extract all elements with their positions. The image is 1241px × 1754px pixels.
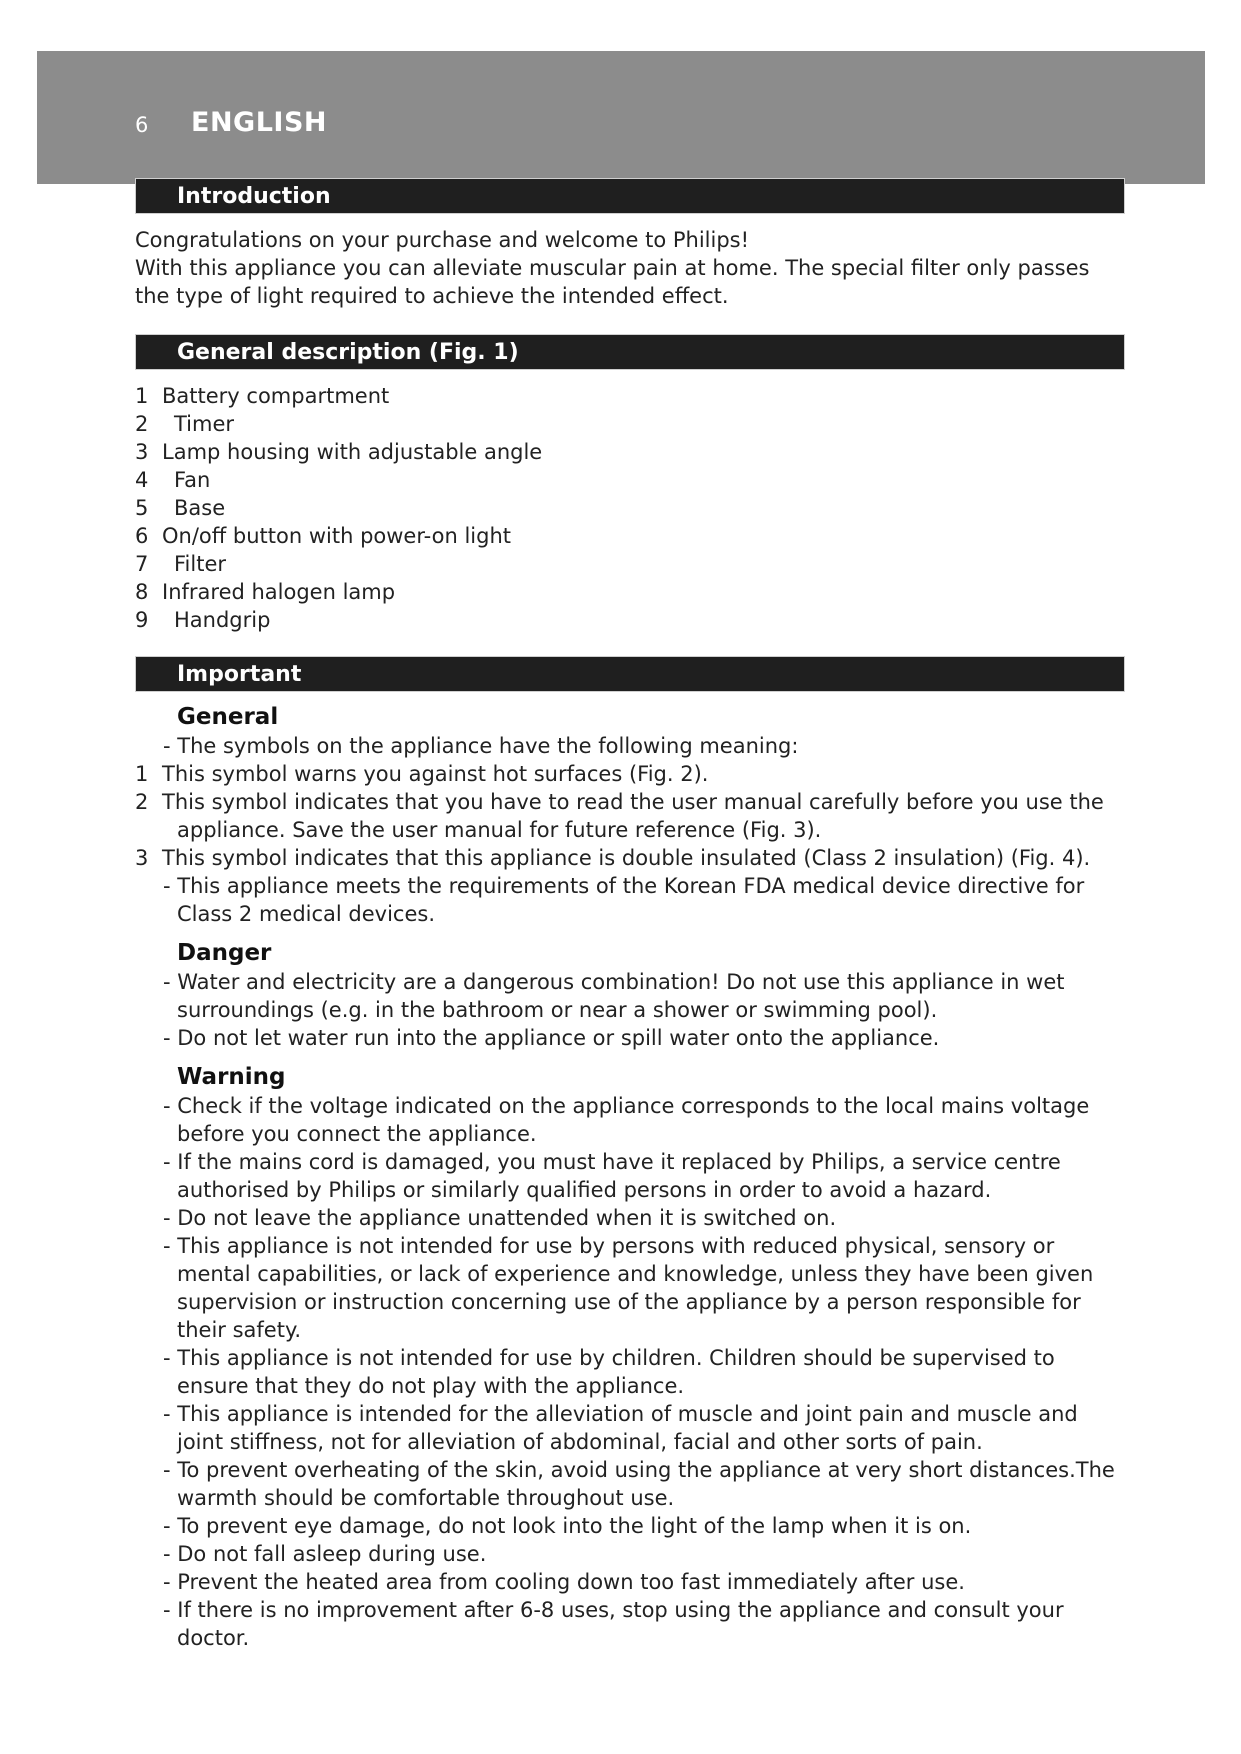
- list-item: 1 Battery compartment: [135, 384, 390, 408]
- subheading-danger: Danger: [177, 940, 272, 966]
- list-item: 2 Timer: [135, 412, 235, 436]
- bullet-item: - This appliance is not intended for use by persons with reduced physical, sensory or mental capabilities, or lack of experience and knowledge, unless they have been given supervision or instruction concerning use of the appliance by a person responsible for their safety.: [163, 1234, 1094, 1342]
- intro-line: With this appliance you can alleviate muscular pain at home. The special filter only passes the type of light required to achieve the intended effect.: [135, 256, 1090, 308]
- section-introduction-title: Introduction: [135, 178, 1125, 214]
- list-item: 6 On/off button with power-on light: [135, 524, 511, 548]
- section-general-description-title: General description (Fig. 1): [135, 334, 1125, 370]
- page-number: 6: [135, 113, 149, 137]
- bullet-item: - To prevent eye damage, do not look into the light of the lamp when it is on.: [163, 1514, 972, 1538]
- list-item: 9 Handgrip: [135, 608, 271, 632]
- bullet-item: - To prevent overheating of the skin, avoid using the appliance at very short distances.The warmth should be comfortable throughout use.: [163, 1458, 1115, 1510]
- language-heading: ENGLISH: [191, 107, 327, 138]
- numbered-item: 3 This symbol indicates that this appliance is double insulated (Class 2 insulation) (Fig. 4).: [135, 846, 1091, 870]
- page-content: [135, 178, 1125, 1652]
- subheading-general: General: [177, 704, 279, 730]
- section-important-title: Important: [135, 656, 1125, 692]
- bullet-item: - Prevent the heated area from cooling down too fast immediately after use.: [163, 1570, 965, 1594]
- bullet-item: - Water and electricity are a dangerous combination! Do not use this appliance in wet surroundings (e.g. in the bathroom or near a shower or swimming pool).: [163, 970, 1065, 1022]
- bullet-item: - This appliance is not intended for use by children. Children should be supervised to ensure that they do not play with the appliance.: [163, 1346, 1055, 1398]
- bullet-item: - This appliance is intended for the alleviation of muscle and joint pain and muscle and joint stiffness, not for alleviation of abdominal, facial and other sorts of pain.: [163, 1402, 1078, 1454]
- numbered-item: 1 This symbol warns you against hot surfaces (Fig. 2).: [135, 762, 709, 786]
- bullet-item: - Do not fall asleep during use.: [163, 1542, 487, 1566]
- list-item: 4 Fan: [135, 468, 211, 492]
- bullet-item: - Check if the voltage indicated on the appliance corresponds to the local mains voltage before you connect the appliance.: [163, 1094, 1090, 1146]
- bullet-item: - If there is no improvement after 6-8 uses, stop using the appliance and consult your doctor.: [163, 1598, 1064, 1650]
- bullet-item: - If the mains cord is damaged, you must have it replaced by Philips, a service centre authorised by Philips or similarly qualified persons in order to avoid a hazard.: [163, 1150, 1061, 1202]
- bullet-item: - Do not leave the appliance unattended when it is switched on.: [163, 1206, 837, 1230]
- intro-line: Congratulations on your purchase and welcome to Philips!: [135, 228, 750, 252]
- list-item: 3 Lamp housing with adjustable angle: [135, 440, 543, 464]
- list-item: 7 Filter: [135, 552, 227, 576]
- bullet-item: - Do not let water run into the appliance or spill water onto the appliance.: [163, 1026, 940, 1050]
- list-item: 5 Base: [135, 496, 226, 520]
- parts-list: [135, 382, 1125, 634]
- list-item: 8 Infrared halogen lamp: [135, 580, 396, 604]
- introduction-body: [135, 226, 1125, 310]
- numbered-item: 2 This symbol indicates that you have to read the user manual carefully before you use the appliance. Save the user manual for future reference (Fig. 3).: [135, 790, 1104, 842]
- bullet-item: - This appliance meets the requirements of the Korean FDA medical device directive for Class 2 medical devices.: [163, 874, 1085, 926]
- bullet-item: - The symbols on the appliance have the following meaning:: [163, 734, 799, 758]
- subheading-warning: Warning: [177, 1064, 286, 1090]
